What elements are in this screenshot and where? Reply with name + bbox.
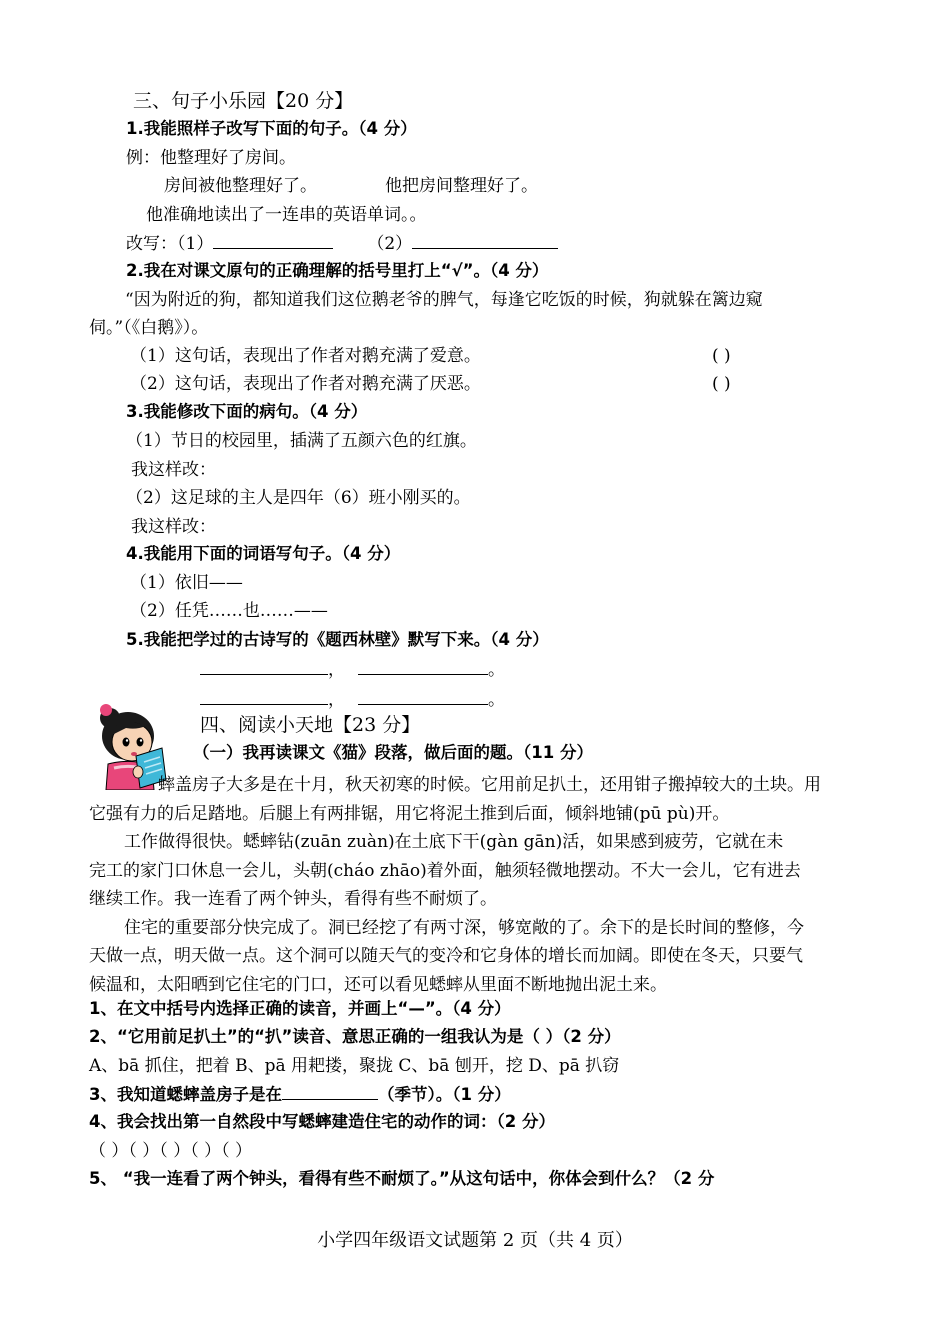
q2-option-2-paren[interactable]: ( ) <box>712 374 731 394</box>
reading-q4: 4、我会找出第一自然段中写蟋蟀建造住宅的动作的词：（2 分） <box>89 1112 555 1131</box>
passage-p3-line3: 候温和，太阳晒到它住宅的门口，还可以看见蟋蟀从里面不断地抛出泥土来。 <box>89 975 667 995</box>
q1-answer-blank-1[interactable] <box>213 232 333 249</box>
section3-title: 三、句子小乐园【20 分】 <box>133 90 354 112</box>
q1-example-b: 他把房间整理好了。 <box>385 176 538 196</box>
reading-q4-parens[interactable]: （ ）（ ）（ ）（ ）（ ） <box>89 1141 253 1161</box>
reading-q2-options: A、bā 抓住，把着 B、pā 用耙搂，聚拢 C、bā 刨开，挖 D、pā 扒窃 <box>89 1056 620 1076</box>
page-footer: 小学四年级语文试题第 2 页（共 4 页） <box>317 1230 633 1251</box>
q4-title: 4.我能用下面的词语写句子。（4 分） <box>126 544 401 563</box>
poem-comma-2: ， <box>328 690 345 710</box>
q1-example-a: 房间被他整理好了。 <box>164 176 317 196</box>
passage-p2-line2: 完工的家门口休息一会儿，头朝(cháo zhāo)着外面，触须轻微地摆动。不大一会儿，它有进去 <box>89 861 801 881</box>
q2-option-1: （1）这句话，表现出了作者对鹅充满了爱意。 <box>130 346 481 366</box>
reading-q3-row <box>89 1083 511 1106</box>
section4-title: 四、阅读小天地【23 分】 <box>200 714 421 736</box>
q1-example-label: 例：他整理好了房间。 <box>126 148 296 168</box>
q3-sentence-1: （1）节日的校园里，插满了五颜六色的红旗。 <box>126 431 477 451</box>
q1-sentence: 他准确地读出了一连串的英语单词。。 <box>146 205 427 225</box>
q3-title: 3.我能修改下面的病句。（4 分） <box>126 402 368 421</box>
q2-option-2: （2）这句话，表现出了作者对鹅充满了厌恶。 <box>130 374 481 394</box>
poem-blank-2[interactable] <box>358 658 488 675</box>
passage-p2-line3: 继续工作。我一连看了两个钟头，看得有些不耐烦了。 <box>89 889 497 909</box>
q2-quote-line1: “因为附近的狗，都知道我们这位鹅老爷的脾气，每逢它吃饭的时候，狗就躲在篱边窥 <box>125 290 763 310</box>
reading-q5: 5、 “我一连看了两个钟头，看得有些不耐烦了。”从这句话中，你体会到什么？（2 分 <box>89 1169 715 1188</box>
q4-word-1: （1）依旧—— <box>130 573 243 593</box>
poem-blank-3[interactable] <box>200 688 328 705</box>
poem-blank-1[interactable] <box>200 658 328 675</box>
passage-p1-line1: 蟀盖房子大多是在十月，秋天初寒的时候。它用前足扒土，还用钳子搬掉较大的土块。用 <box>158 775 821 795</box>
passage-p2-line1: 工作做得很快。蟋蟀钻(zuān zuàn)在土底下干(gàn gān)活，如果感到疲劳，它就在未 <box>124 832 784 852</box>
reading-q1: 1、在文中括号内选择正确的读音，并画上“—”。（4 分） <box>89 999 511 1018</box>
q1-rewrite-row <box>126 232 558 255</box>
q4-word-2: （2）任凭……也……—— <box>130 601 328 621</box>
poem-period-1: 。 <box>488 660 505 680</box>
q1-answer-blank-2[interactable] <box>412 232 558 249</box>
q1-rewrite-2: （2） <box>367 234 413 254</box>
q5-title: 5.我能把学过的古诗写的《题西林壁》默写下来。（4 分） <box>126 630 549 649</box>
q1-title: 1.我能照样子改写下面的句子。（4 分） <box>126 119 417 138</box>
q2-title: 2.我在对课文原句的正确理解的括号里打上“√”。（4 分） <box>126 261 549 280</box>
poem-row-1 <box>200 658 505 681</box>
q2-option-1-paren[interactable]: ( ) <box>712 346 731 366</box>
reading-q3-suffix: （季节）。（1 分） <box>377 1085 511 1104</box>
passage-p3-line2: 天做一点，明天做一点。这个洞可以随天气的变冷和它身体的增长而加阔。即使在冬天，只要气 <box>89 946 803 966</box>
q3-fix-label-1: 我这样改： <box>131 460 216 480</box>
reading-q3-prefix: 3、我知道蟋蟀盖房子是在 <box>89 1085 282 1104</box>
q3-fix-label-2: 我这样改： <box>131 517 216 537</box>
q1-rewrite-label: 改写：（1） <box>126 234 214 254</box>
q3-sentence-2: （2）这足球的主人是四年（6）班小刚买的。 <box>126 488 471 508</box>
reading-q2: 2、“它用前足扒土”的“扒”读音、意思正确的一组我认为是（ ）（2 分） <box>89 1027 621 1046</box>
poem-period-2: 。 <box>488 690 505 710</box>
poem-comma-1: ， <box>328 660 345 680</box>
poem-row-2 <box>200 688 505 711</box>
passage-p3-line1: 住宅的重要部分快完成了。洞已经挖了有两寸深，够宽敞的了。余下的是长时间的整修，今 <box>124 918 804 938</box>
section4-sub1: （一）我再读课文《猫》段落，做后面的题。（11 分） <box>193 743 593 762</box>
passage-p1-line2: 它强有力的后足踏地。后腿上有两排锯，用它将泥土推到后面，倾斜地铺(pū pù)开。 <box>89 804 730 824</box>
q2-quote-line2: 伺。”（《白鹅》）。 <box>89 318 209 338</box>
reading-q3-blank[interactable] <box>282 1083 378 1100</box>
poem-blank-4[interactable] <box>358 688 488 705</box>
